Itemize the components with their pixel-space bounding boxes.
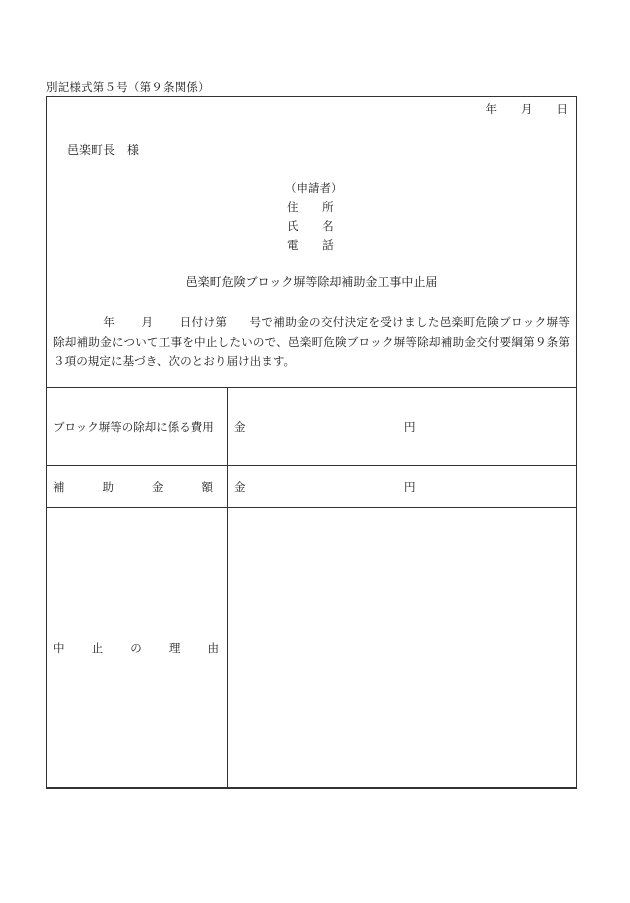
reason-entry-cell[interactable]: [228, 508, 577, 789]
reason-label-char: 由: [207, 641, 219, 655]
body-year: 年: [103, 315, 116, 329]
subsidy-row: [47, 466, 577, 508]
date-month: 月: [521, 102, 533, 116]
addressee: 邑楽町長 様: [67, 143, 140, 157]
applicant-block: [283, 179, 344, 255]
notification-body: [53, 313, 570, 372]
subsidy-label-char: 金: [152, 479, 164, 494]
reason-row: [47, 508, 577, 789]
form-frame: [46, 96, 577, 788]
reason-label-char: 中: [53, 641, 65, 655]
date-line: [486, 101, 569, 117]
address-label: 住 所: [287, 200, 344, 214]
cost-currency-prefix: 金: [234, 419, 246, 434]
date-year: 年: [485, 102, 497, 116]
reason-label-char: 理: [168, 641, 181, 655]
form-number-label: 別記様式第５号（第９条関係）: [46, 80, 210, 94]
name-label: 氏 名: [287, 219, 344, 233]
cost-label: ブロック塀等の除却に係る費用: [47, 388, 228, 466]
phone-label: 電 話: [287, 238, 344, 252]
body-month: 月: [141, 315, 154, 329]
details-table: [46, 387, 577, 789]
body-day-number: 日付け第: [179, 315, 228, 329]
subsidy-label: [47, 466, 228, 508]
subsidy-label-char: 補: [53, 479, 65, 494]
subsidy-label-char: 助: [102, 479, 114, 494]
cost-row: [47, 388, 577, 466]
subsidy-currency-unit: 円: [404, 479, 416, 494]
subsidy-label-char: 額: [201, 479, 213, 494]
reason-label-char: の: [130, 641, 142, 655]
date-day: 日: [556, 102, 568, 116]
reason-label: [47, 508, 228, 789]
cost-currency-unit: 円: [404, 419, 416, 434]
subsidy-currency-prefix: 金: [234, 479, 246, 494]
reason-label-char: 止: [91, 641, 104, 655]
cost-amount-cell: [228, 388, 577, 466]
body-text: 号で補助金の交付決定を受けました邑楽町危険ブロック塀等除却補助金について工事を中止したいので、邑楽町危険ブロック塀等除却補助金交付要綱第９条第３項の規定に基づき、次のとおり届け出ます。: [53, 315, 570, 368]
applicant-title: （申請者）: [285, 181, 343, 195]
subsidy-amount-cell: [228, 466, 577, 508]
document-title: 邑楽町危険ブロック塀等除却補助金工事中止届: [185, 275, 438, 289]
